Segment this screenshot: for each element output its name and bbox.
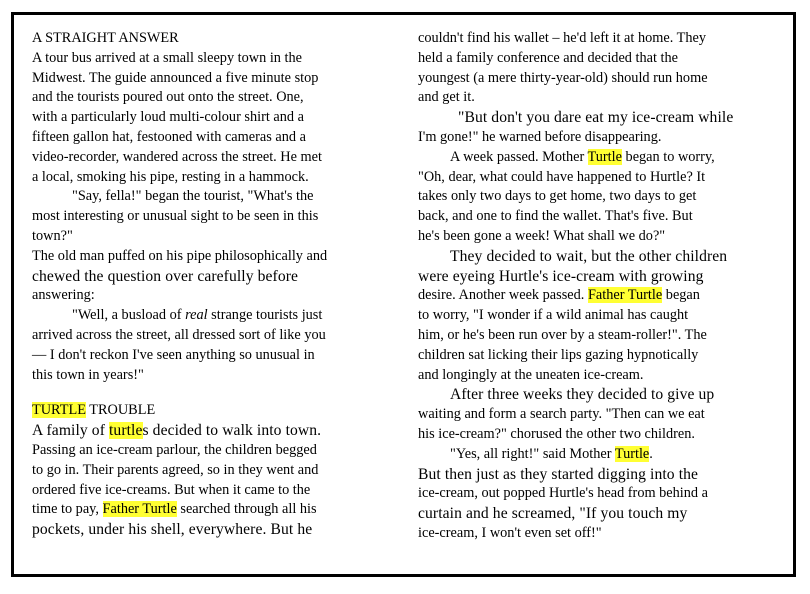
text-line: with a particularly loud multi-colour shirt and a [32,109,304,126]
text-line: couldn't find his wallet – he'd left it at home. They [418,30,706,46]
text-line: pockets, under his shell, everywhere. But he [32,521,313,539]
text-line: fifteen gallon hat, festooned with cameras and a [32,128,306,145]
text-line: ordered five ice-creams. But when it came to the [32,481,311,498]
text-segment: s decided to walk into town. [142,422,322,440]
story-title-straight-answer: A STRAIGHT ANSWER [32,30,179,46]
emphasis-text: real [185,307,208,324]
text-segment: time to pay, [32,501,103,518]
search-highlight: Father Turtle [102,501,177,518]
text-segment: desire. Another week passed. [418,287,588,304]
text-segment: began to worry, [621,148,715,165]
text-line [418,148,785,168]
text-line [418,286,785,306]
text-line: were eyeing Hurtle's ice-cream with growing [418,267,704,285]
text-line: held a family conference and decided that the [418,49,678,66]
text-segment: . [649,445,653,462]
text-line: "Say, fella!" began the tourist, "What's the [72,188,314,205]
text-line: A tour bus arrived at a small sleepy town in the [32,49,302,66]
text-line [418,445,785,465]
text-line: a local, smoking his pipe, resting in a hammock. [32,168,309,185]
right-column [418,29,785,544]
text-line: After three weeks they decided to give up [450,386,715,404]
story-title-turtle-trouble [32,401,398,421]
text-line: takes only two days to get home, two days to get [418,188,697,205]
text-line [32,500,398,520]
text-line: They decided to wait, but the other children [450,247,728,265]
text-line: answering: [32,287,95,304]
text-line: chewed the question over carefully before [32,267,299,285]
text-segment: searched through all his [176,501,317,518]
text-line [32,421,398,441]
text-line: this town in years!" [32,366,144,383]
text-line: I'm gone!" he warned before disappearing. [418,128,662,145]
text-line: town?" [32,227,73,244]
search-highlight: Turtle [614,445,650,462]
text-line: "Oh, dear, what could have happened to Hurtle? It [418,168,706,185]
text-line [32,306,398,326]
search-highlight: turtle [109,422,143,440]
text-line: ice-cream, out popped Hurtle's head from behind a [418,485,708,502]
text-line: But then just as they started digging into the [418,465,699,483]
text-line: his ice-cream?" chorused the other two children. [418,425,695,442]
text-line: he's been gone a week! What shall we do?" [418,227,666,244]
text-line: children sat licking their lips gazing hypnotically [418,346,699,363]
text-line: arrived across the street, all dressed sort of like you [32,326,326,343]
text-line: and longingly at the uneaten ice-cream. [418,366,644,383]
text-line: ice-cream, I won't even set off!" [418,524,602,541]
text-line: curtain and he screamed, "If you touch my [418,505,688,523]
text-line: to worry, "I wonder if a wild animal has caught [418,307,689,324]
text-line: waiting and form a search party. "Then can we eat [418,406,705,423]
text-line: "But don't you dare eat my ice-cream while [458,109,734,127]
text-segment: TROUBLE [85,402,156,419]
text-line: to go in. Their parents agreed, so in they went and [32,461,319,478]
text-segment: "Well, a busload of [72,307,186,324]
search-highlight: Father Turtle [587,287,663,304]
text-line: The old man puffed on his pipe philosophically and [32,247,328,264]
text-segment: began [662,287,700,304]
text-segment: A week passed. Mother [450,148,588,165]
text-segment: strange tourists just [207,307,323,324]
story-gap [32,385,398,401]
search-highlight: TURTLE [32,402,86,419]
text-segment: A family of [32,422,109,440]
search-highlight: Turtle [587,148,622,165]
text-line: video-recorder, wandered across the street. He met [32,148,322,165]
text-line: most interesting or unusual sight to be seen in this [32,208,319,225]
text-line: youngest (a mere thirty-year-old) should run home [418,69,708,86]
page-frame [11,12,796,577]
text-line: back, and one to find the wallet. That's five. But [418,208,693,225]
text-line: and the tourists poured out onto the street. One, [32,89,304,106]
text-line: Midwest. The guide announced a five minute stop [32,69,319,86]
text-line: — I don't reckon I've seen anything so unusual in [32,346,315,363]
text-line: and get it. [418,89,475,106]
text-segment: "Yes, all right!" said Mother [450,445,615,462]
text-line: Passing an ice-cream parlour, the children begged [32,441,317,458]
text-line: him, or he's been run over by a steam-roller!". The [418,326,707,343]
left-column [32,29,398,540]
